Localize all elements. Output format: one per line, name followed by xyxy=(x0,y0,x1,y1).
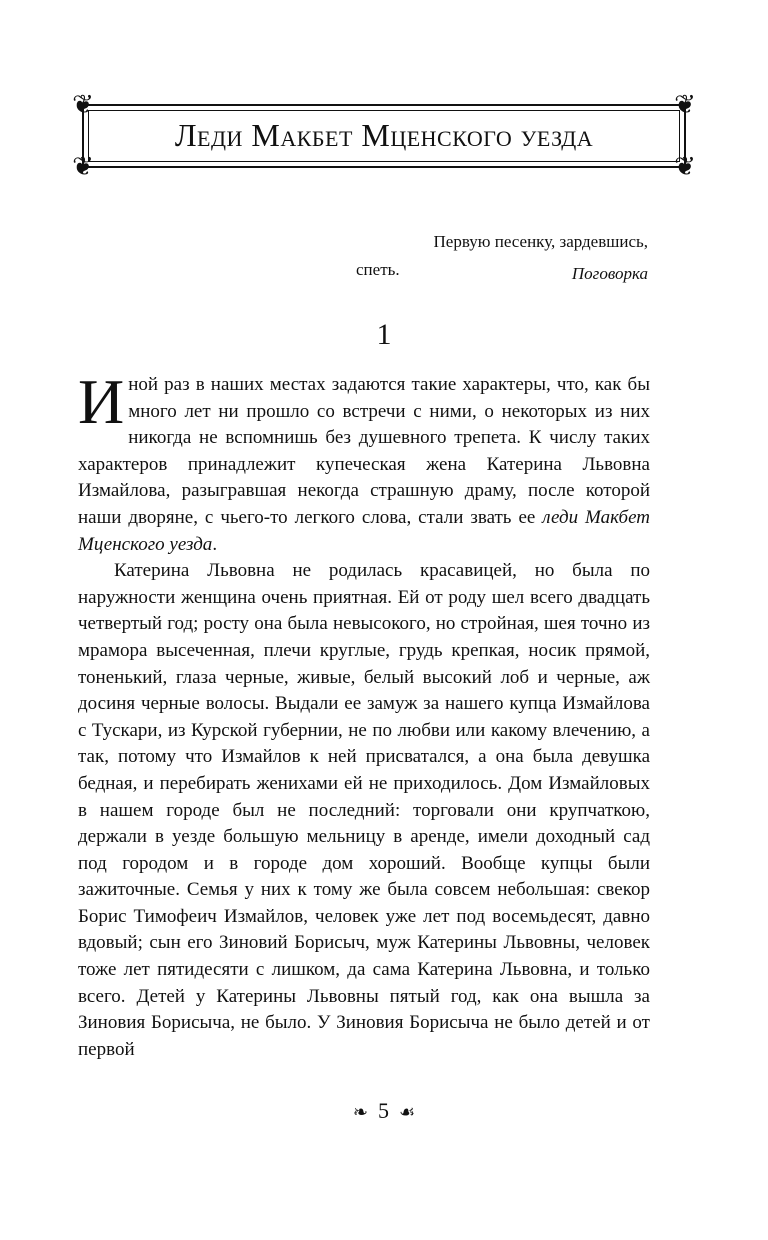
title-frame xyxy=(68,90,700,182)
corner-ornament-icon: ❦ xyxy=(674,152,696,181)
ornament-right-icon: ☙ xyxy=(398,1102,416,1122)
paragraph-text: ной раз в наших местах задаются такие характеры, что, как бы много лет ни прошло со встречи с ними, о некоторых из них никогда не вспомнишь без душевного трепета. К числу таких характеров принадлежит купеческая жена Катерина Львовна Измайлова, разыгравшая некогда страшную драму, после которой наши дворяне, с чьего-то легкого слова, стали звать ее xyxy=(78,374,650,528)
italic-phrase: леди Макбет Мценского уезда xyxy=(78,506,650,555)
corner-ornament-icon: ❦ xyxy=(72,152,94,181)
page-number: 5 xyxy=(377,1098,389,1123)
epigraph-line: спеть. xyxy=(356,260,400,279)
corner-ornament-icon: ❦ xyxy=(674,90,696,119)
corner-ornament-icon: ❦ xyxy=(72,90,94,119)
epigraph xyxy=(356,228,648,288)
paragraph: Катерина Львовна не родилась красавицей, но была по наружности женщина очень приятная. Ей от роду шел всего двадцать четвертый год; росту она была невысокого, но стройная, шея точно из мрамора высеченная, плечи круглые, грудь крепкая, носик прямой, тоненький, глаза черные, живые, белый высокий лоб и черные, аж досиня черные волосы. Выдали ее замуж за нашего купца Измайлова с Тускари, из Курской губернии, не по любви или какому влечению, а так, потому что Измайлов к ней присватался, а она была девушка бедная, и перебирать женихами ей не приходилось. Дом Измайловых в нашем городе был не последний: торговали они крупчаткою, держали в уезде большую мельницу в аренде, имели доходный сад под городом и в городе дом хороший. Вообще купцы были зажиточные. Семья у них к тому же была совсем небольшая: свекор Борис Тимофеич Измайлов, человек уже лет под восемьдесят, давно вдовый; сын его Зиновий Борисыч, муж Катерины Львовны, человек тоже лет пятидесяти с лишком, да сама Катерина Львовна, и только всего. Детей у Катерины Львовны пятый год, как она вышла за Зиновия Борисыча, не было. У Зиновия Борисыча не было детей и от первой xyxy=(78,560,650,1060)
paragraph xyxy=(78,366,650,558)
body-text xyxy=(78,366,650,1063)
paragraph-end: . xyxy=(212,533,218,555)
epigraph-source: Поговорка xyxy=(571,264,648,283)
drop-cap: И xyxy=(78,366,125,437)
page-title: Леди Макбет Мценского уезда xyxy=(174,117,594,153)
epigraph-line: Первую песенку, зардевшись, xyxy=(433,232,648,251)
chapter-number: 1 xyxy=(376,318,392,351)
ornament-left-icon: ❧ xyxy=(352,1102,368,1122)
page-footer xyxy=(0,1098,768,1124)
